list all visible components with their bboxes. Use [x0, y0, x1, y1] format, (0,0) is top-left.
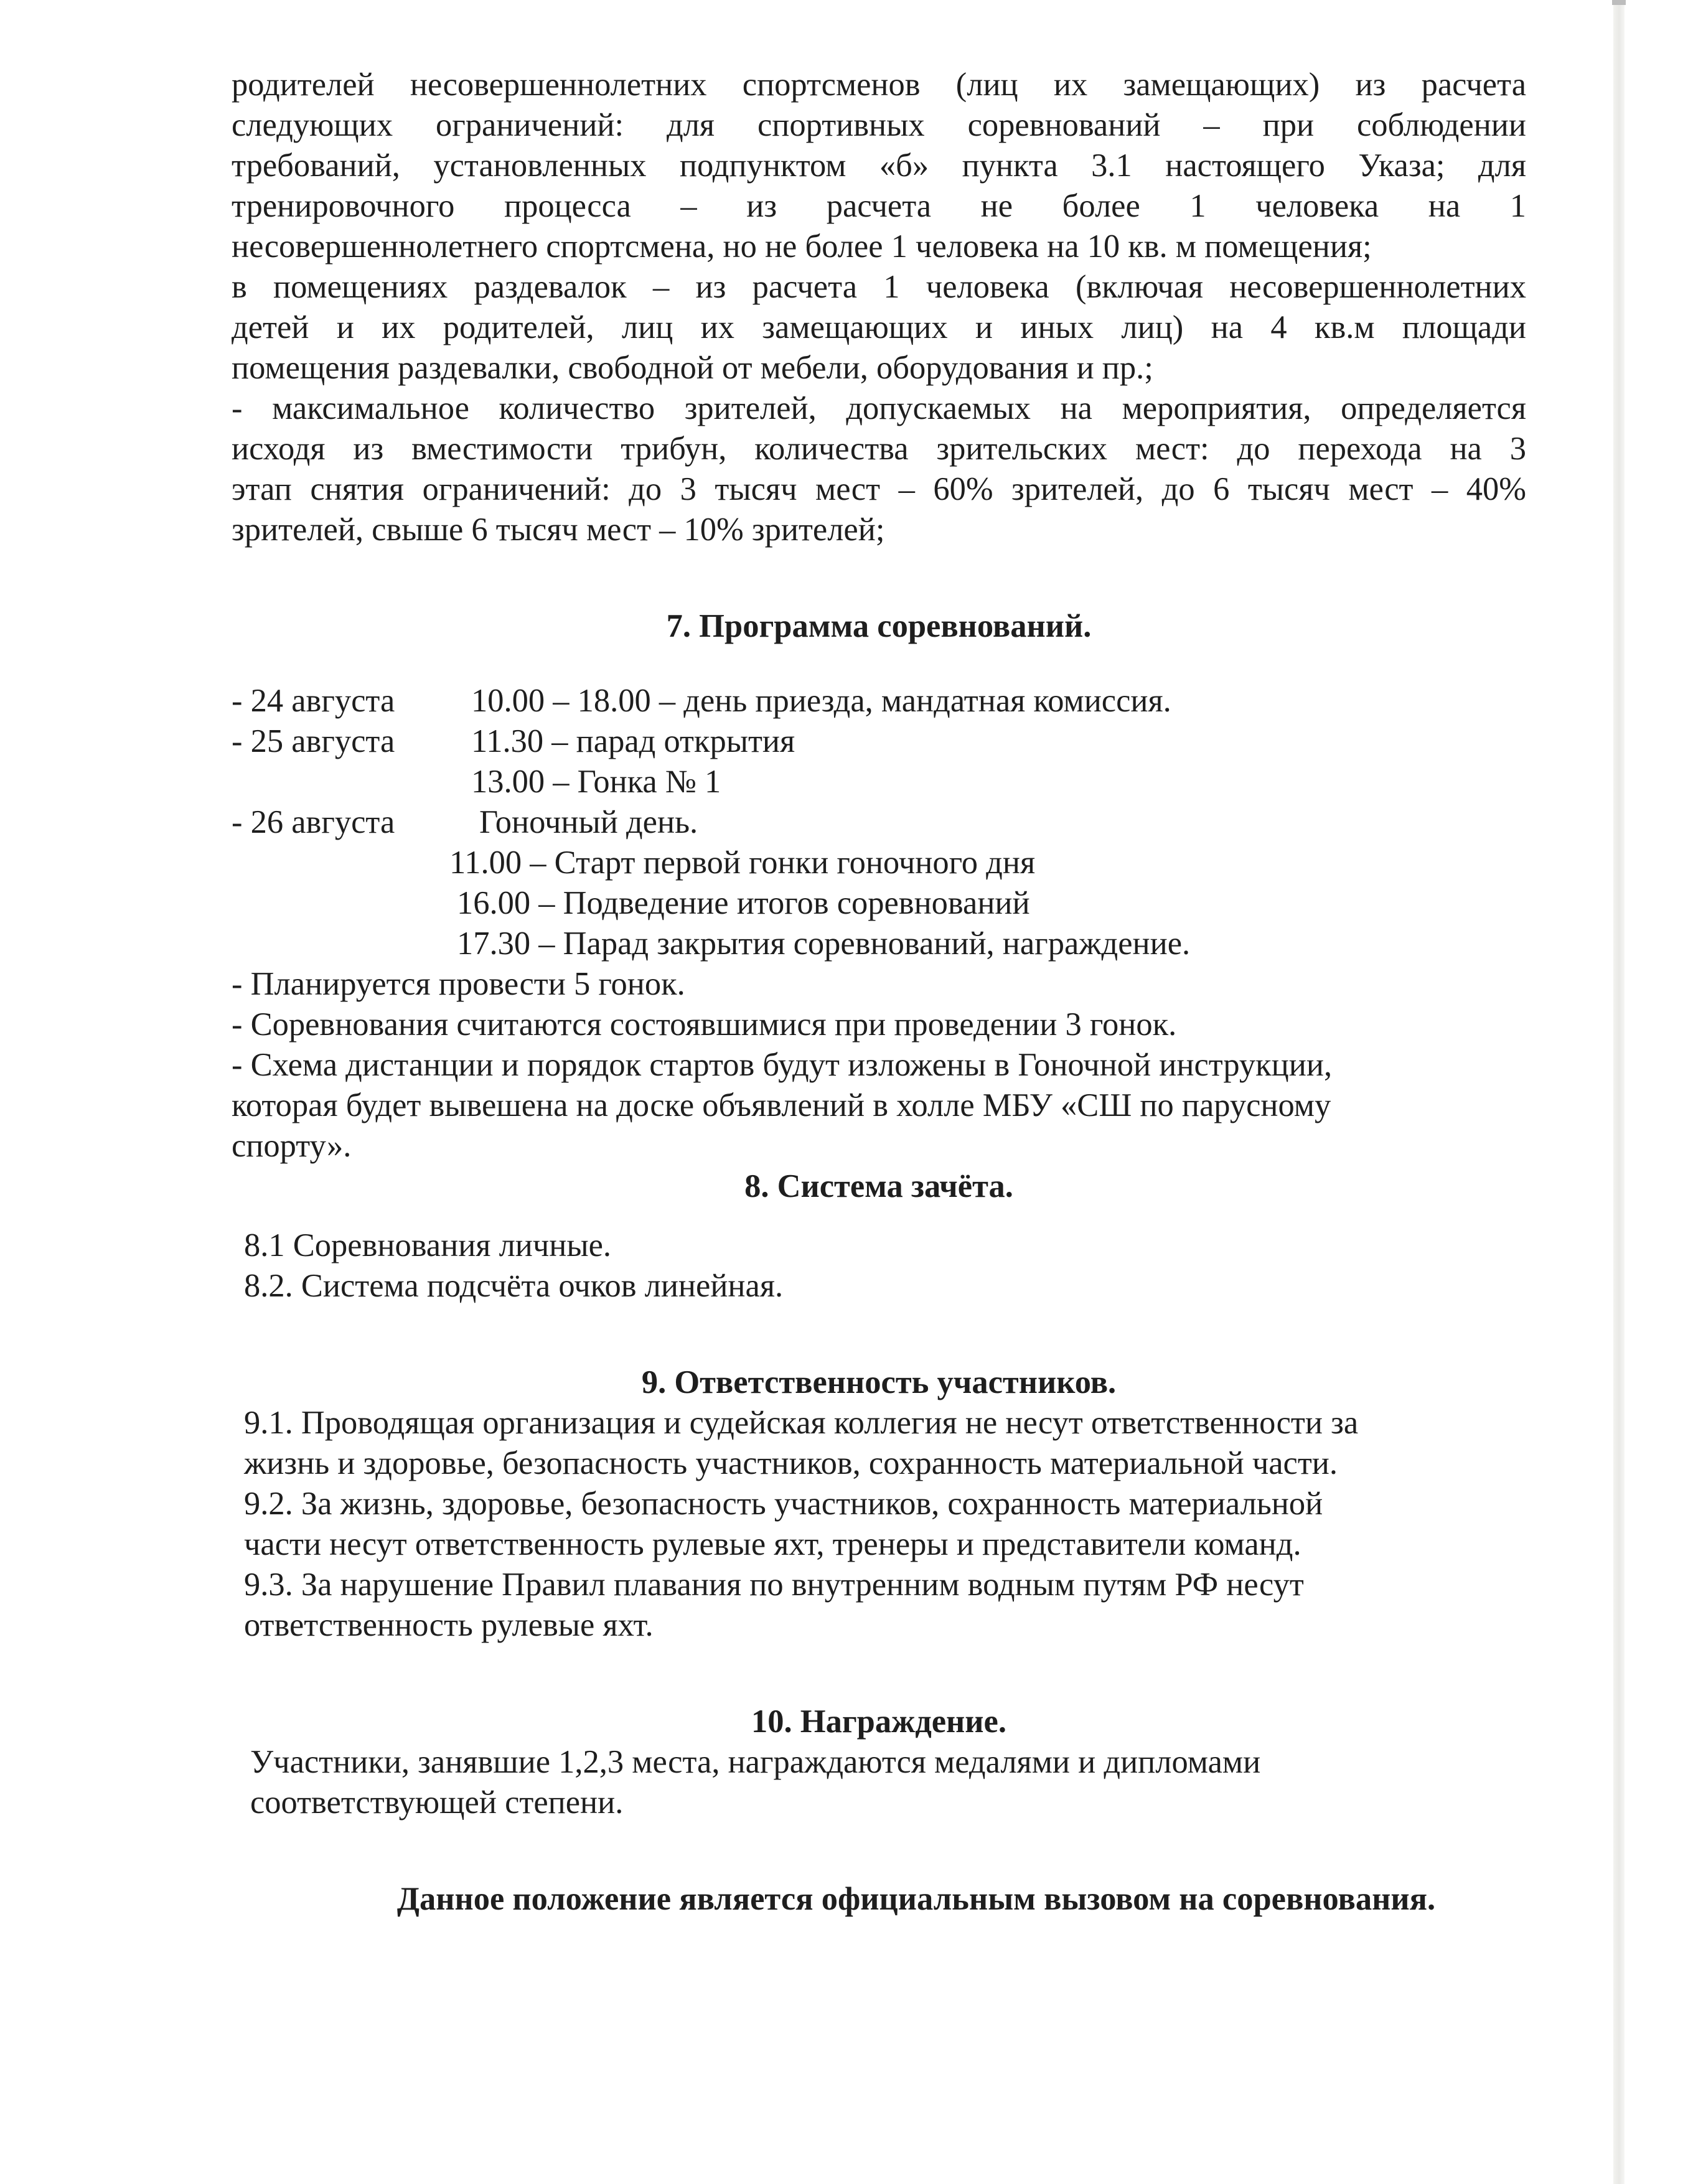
text-line: детей и их родителей, лиц их замещающих и иных лиц) на 4 кв.м площади: [232, 309, 1526, 345]
section-7-heading: 7. Программа соревнований.: [666, 608, 1092, 644]
text-line: 9.2. За жизнь, здоровье, безопасность участников, сохранность материальной: [244, 1486, 1323, 1522]
text-line: несовершеннолетнего спортсмена, но не более 1 человека на 10 кв. м помещения;: [232, 228, 1372, 265]
text-line: исходя из вместимости трибун, количества зрительских мест: до перехода на 3: [232, 431, 1526, 467]
text-line: Участники, занявшие 1,2,3 места, награждаются медалями и дипломами: [250, 1744, 1261, 1780]
text-line: которая будет вывешена на доске объявлений в холле МБУ «СШ по парусному: [232, 1087, 1331, 1123]
text-line: части несут ответственность рулевые яхт, тренеры и представители команд.: [244, 1526, 1301, 1562]
schedule-row: [232, 843, 1526, 883]
scan-border-top: [1612, 0, 1626, 5]
text-line: - максимальное количество зрителей, допускаемых на мероприятия, определяется: [232, 390, 1526, 426]
closing-statement: Данное положение является официальным вызовом на соревнования.: [396, 1881, 1436, 1917]
text-line: 9.3. За нарушение Правил плавания по внутренним водным путям РФ несут: [244, 1567, 1304, 1603]
section-10-body: [232, 1742, 1526, 1823]
section-10-heading: 10. Награждение.: [751, 1704, 1006, 1740]
schedule-row: [232, 883, 1526, 924]
text-line: жизнь и здоровье, безопасность участников, сохранность материальной части.: [244, 1445, 1338, 1481]
schedule-text: 11.30 – парад открытия: [471, 723, 795, 759]
text-line: 8.2. Система подсчёта очков линейная.: [244, 1268, 784, 1304]
text-line: 9.1. Проводящая организация и судейская коллегия не несут ответственности за: [244, 1405, 1359, 1441]
text-line: этап снятия ограничений: до 3 тысяч мест – 60% зрителей, до 6 тысяч мест – 40%: [232, 471, 1526, 507]
text-line: 8.1 Соревнования личные.: [244, 1227, 612, 1263]
schedule-text: 16.00 – Подведение итогов соревнований: [457, 885, 1030, 921]
text-line: - Планируется провести 5 гонок.: [232, 966, 685, 1002]
schedule-row: [232, 762, 1526, 802]
text-line: тренировочного процесса – из расчета не более 1 человека на 1: [232, 188, 1526, 224]
schedule-text: 11.00 – Старт первой гонки гоночного дня: [449, 845, 1036, 881]
text-line: родителей несовершеннолетних спортсменов (лиц их замещающих) из расчета: [232, 67, 1526, 103]
intro-paragraph: [232, 65, 1526, 550]
section-9-heading: 9. Ответственность участников.: [641, 1364, 1117, 1400]
text-line: требований, установленных подпунктом «б» пункта 3.1 настоящего Указа; для: [232, 148, 1526, 184]
section-9-body: [232, 1403, 1526, 1646]
text-line: в помещениях раздевалок – из расчета 1 человека (включая несовершеннолетних: [232, 269, 1526, 305]
text-line: помещения раздевалки, свободной от мебели, оборудования и пр.;: [232, 350, 1153, 386]
section-8-items: [232, 1226, 1526, 1306]
scan-border: [1613, 0, 1625, 2184]
schedule: [232, 681, 1526, 964]
text-line: - Соревнования считаются состоявшимися при проведении 3 гонок.: [232, 1006, 1177, 1043]
text-line: - Схема дистанции и порядок стартов будут изложены в Гоночной инструкции,: [232, 1047, 1333, 1083]
schedule-date: - 24 августа: [232, 683, 395, 719]
schedule-text: 13.00 – Гонка № 1: [471, 764, 721, 800]
schedule-date: - 25 августа: [232, 723, 395, 759]
document-page: [232, 65, 1526, 1919]
schedule-text: 17.30 – Парад закрытия соревнований, награждение.: [457, 926, 1191, 962]
schedule-text: 10.00 – 18.00 – день приезда, мандатная комиссия.: [471, 683, 1171, 719]
text-line: ответственность рулевые яхт.: [244, 1607, 654, 1643]
section-7-notes: [232, 964, 1526, 1166]
text-line: спорту».: [232, 1128, 352, 1164]
text-line: соответствующей степени.: [250, 1784, 624, 1821]
schedule-row: [232, 802, 1526, 843]
text-line: зрителей, свыше 6 тысяч мест – 10% зрителей;: [232, 512, 885, 548]
section-8-heading: 8. Система зачёта.: [744, 1168, 1013, 1204]
schedule-row: [232, 924, 1526, 964]
schedule-date: - 26 августа: [232, 804, 395, 840]
text-line: следующих ограничений: для спортивных соревнований – при соблюдении: [232, 107, 1526, 143]
schedule-row: [232, 721, 1526, 762]
schedule-row: [232, 681, 1526, 721]
schedule-text: Гоночный день.: [479, 804, 698, 840]
